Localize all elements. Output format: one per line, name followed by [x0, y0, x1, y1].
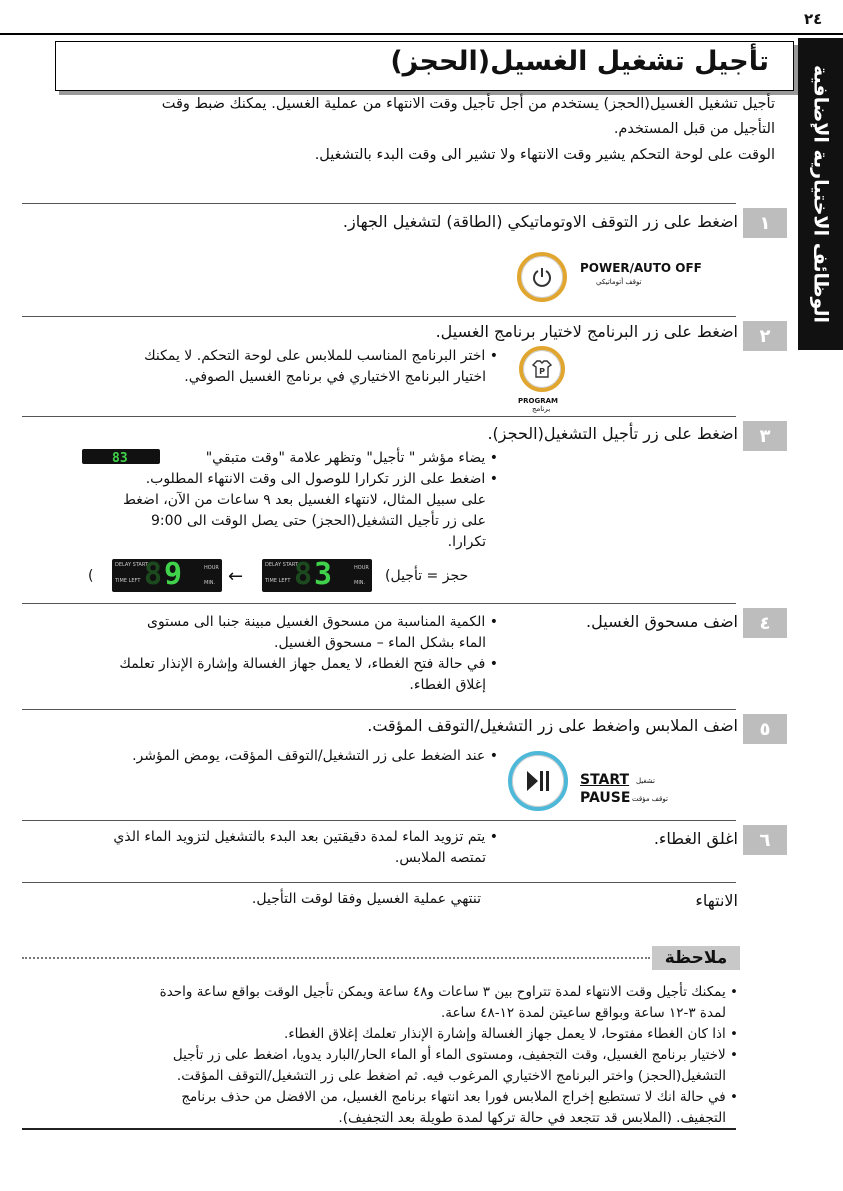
step-4-bullets [119, 612, 498, 696]
power-label-ar: توقف أتوماتيكي [596, 278, 642, 286]
note-text: لاختيار برنامج الغسيل، وقت التجفيف، ومستوى الماء أو الماء الحار/البارد يدويا، اضغط على زر تأجيل [172, 1047, 726, 1063]
min-label: MIN. [354, 580, 366, 586]
step-5-heading: اضف الملابس واضغط على زر التشغيل/التوقف المؤقت. [367, 716, 738, 735]
hour-label: HOUR [204, 565, 219, 571]
bullet-text: إغلاق الغطاء. [409, 677, 486, 693]
bottom-rule [22, 1128, 736, 1130]
min-label: MIN. [204, 580, 216, 586]
note-text: يمكنك تأجيل وقت الانتهاء لمدة تتراوح بين ٣ ساعات و٤٨ ساعة ويمكن تأجيل الوقت بواقع ساعة واحدة [159, 984, 726, 1000]
step-2-bullet [144, 346, 498, 388]
divider [22, 709, 736, 710]
divider [22, 203, 736, 204]
note-text: في حالة انك لا تستطيع إخراج الملابس فورا بعد انتهاء برنامج الغسيل، من الافضل من حذف برنامج [181, 1089, 726, 1105]
start-pause-button[interactable] [508, 751, 568, 811]
bullet-dot: • [725, 984, 738, 1000]
bullet-dot: • [725, 1089, 738, 1105]
lcd-ghost-digit: 8 [144, 557, 163, 592]
start-label: START [580, 772, 630, 788]
svg-text:83: 83 [112, 451, 128, 464]
shirt-p-icon [531, 358, 553, 380]
time-left-label: TIME LEFT [115, 578, 141, 584]
bullet-dot: • [485, 614, 498, 630]
bullet-text: تكرارا. [447, 534, 486, 550]
svg-text:P: P [539, 367, 545, 376]
pause-label-ar: توقف مؤقت [632, 795, 668, 803]
bullet-dot: • [725, 1026, 738, 1042]
lcd-display-small [82, 449, 160, 464]
bullet-text: اختر البرنامج المناسب للملابس على لوحة التحكم. لا يمكنك [144, 348, 486, 364]
bullet-text: عند الضغط على زر التشغيل/التوقف المؤقت، يومض المؤشر. [132, 748, 486, 764]
lcd-digit: 3 [314, 557, 333, 592]
title-box [55, 41, 794, 91]
step-1-heading: اضغط على زر التوقف الاوتوماتيكي (الطاقة) لتشغيل الجهاز. [342, 212, 738, 231]
bullet-text: تمتصه الملابس. [394, 850, 486, 866]
lcd-ghost-digit: 8 [294, 557, 313, 592]
side-section-tab [798, 38, 843, 350]
top-rule [0, 33, 843, 35]
delay-start-label: DELAY START [115, 562, 149, 568]
step-number-5: ٥ [743, 714, 787, 744]
step-6-bullets [113, 827, 498, 869]
step-6-heading: اغلق الغطاء. [653, 829, 738, 848]
end-label: الانتهاء [695, 891, 738, 910]
power-button[interactable] [517, 252, 567, 302]
step-3-heading: اضغط على زر تأجيل التشغيل(الحجز). [487, 424, 738, 443]
power-icon [530, 265, 554, 289]
step-3-bullets [123, 448, 498, 553]
lcd-digits [82, 449, 160, 464]
divider [22, 316, 736, 317]
pause-label: PAUSE [580, 790, 631, 806]
bullet-dot: • [485, 450, 498, 466]
program-button[interactable] [519, 346, 565, 392]
intro-line-1: تأجيل تشغيل الغسيل(الحجز) يستخدم من أجل تأجيل وقت الانتهاء من عملية الغسيل. يمكنك ضبط وقت [161, 96, 775, 112]
paren-note: حجز = تأجيل) [385, 568, 469, 584]
page-title: تأجيل تشغيل الغسيل(الحجز) [390, 46, 769, 77]
play-pause-icon [523, 768, 553, 794]
bullet-text: على زر تأجيل التشغيل(الحجز) حتى يصل الوقت الى 9:00 [150, 513, 486, 529]
step-number-2: ٢ [743, 321, 787, 351]
bullet-text: الماء بشكل الماء – مسحوق الغسيل. [274, 635, 486, 651]
bullet-text: في حالة فتح الغطاء، لا يعمل جهاز الغسالة وإشارة الإنذار تعلمك [119, 656, 486, 672]
power-label: POWER/AUTO OFF [580, 261, 702, 275]
note-text: التشغيل(الحجز) واختر البرنامج الاختياري المرغوب فيه. ثم اضغط على زر التشغيل/التوقف المؤقت. [176, 1068, 726, 1084]
lcd-display-3 [262, 559, 372, 592]
note-text: اذا كان الغطاء مفتوحا، لا يعمل جهاز الغسالة وإشارة الإنذار تعلمك إغلاق الغطاء. [284, 1026, 726, 1042]
program-label: PROGRAM [518, 397, 558, 405]
hour-label: HOUR [354, 565, 369, 571]
end-text: تنتهي عملية الغسيل وفقا لوقت التأجيل. [251, 891, 481, 907]
bullet-dot: • [485, 471, 498, 487]
bullet-dot: • [485, 748, 498, 764]
lcd-display-9 [112, 559, 222, 592]
step-number-3: ٣ [743, 421, 787, 451]
arrow-left-icon: ← [228, 566, 244, 587]
bullet-text: اضغط على الزر تكرارا للوصول الى وقت الانتهاء المطلوب. [145, 471, 486, 487]
intro-line-3: الوقت على لوحة التحكم يشير وقت الانتهاء ولا تشير الى وقت البدء بالتشغيل. [314, 147, 775, 163]
note-list [160, 982, 738, 1129]
bullet-dot: • [725, 1047, 738, 1063]
step-number-6: ٦ [743, 825, 787, 855]
divider [22, 882, 736, 883]
bullet-text: على سبيل المثال، لانتهاء الغسيل بعد ٩ ساعات من الآن، اضغط [123, 492, 486, 508]
step-2-heading: اضغط على زر البرنامج لاختيار برنامج الغسيل. [435, 322, 738, 341]
note-dotted-rule [22, 957, 650, 959]
time-left-label: TIME LEFT [265, 578, 291, 584]
divider [22, 820, 736, 821]
step-number-4: ٤ [743, 608, 787, 638]
lcd-digit: 9 [164, 557, 183, 592]
bullet-dot: • [485, 348, 498, 364]
intro-line-2: التأجيل من قبل المستخدم. [613, 121, 775, 137]
step-4-heading: اضف مسحوق الغسيل. [586, 612, 738, 631]
start-label-ar: تشغيل [636, 777, 655, 785]
bullet-text: يتم تزويد الماء لمدة دقيقتين بعد البدء بالتشغيل لتزويد الماء الذي [113, 829, 486, 845]
program-label-ar: برنامج [532, 405, 551, 413]
bullet-text: اختيار البرنامج الاختياري في برنامج الغسيل الصوفي. [184, 369, 486, 385]
bullet-text: الكمية المناسبة من مسحوق الغسيل مبينة جنبا الى مستوى [146, 614, 486, 630]
note-header: ملاحظة [652, 946, 740, 970]
bullet-dot: • [485, 829, 498, 845]
step-number-1: ١ [743, 208, 787, 238]
page-number: ٢٤ [804, 10, 823, 28]
step-5-bullet [132, 746, 498, 767]
note-text: لمدة ٣-١٢ ساعة وبواقع ساعيتن لمدة ١٢-٤٨ ساعة. [440, 1005, 726, 1021]
divider [22, 603, 736, 604]
bullet-text: يضاء مؤشر " تأجيل" وتظهر علامة "وقت متبقي" [205, 450, 486, 466]
paren-left: ( [88, 568, 94, 584]
delay-start-label: DELAY START [265, 562, 299, 568]
divider [22, 416, 736, 417]
side-tab-label: الوظائف الاختيارية الإضافية [809, 64, 832, 324]
bullet-dot: • [485, 656, 498, 672]
note-text: التجفيف. (الملابس قد تتجعد في حالة تركها لمدة طويلة بعد التجفيف). [338, 1110, 726, 1126]
